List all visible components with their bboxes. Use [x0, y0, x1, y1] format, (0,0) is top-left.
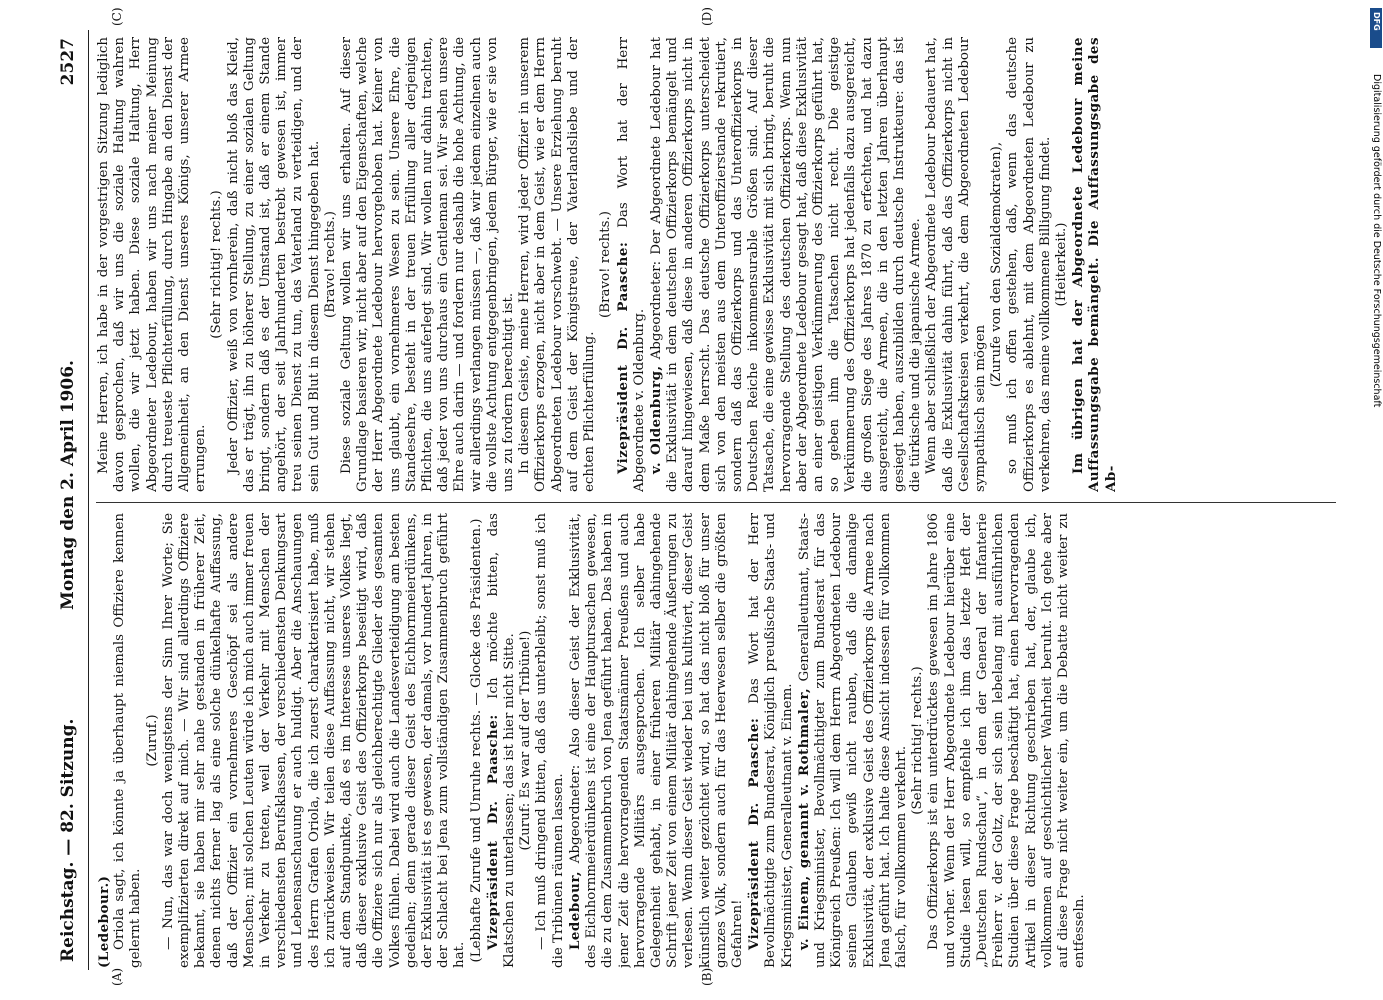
speech-text: Abgeordneter: Der Abgeordnete Ledebour hat die Exklusivität in dem deutschen Offizierkorps bemängelt und darauf hingewiesen, daß diese in anderen Offizierkorps nicht in dem Maße herrscht. Das deutsche Offizierkorps unterscheidet sich von den meisten aus dem Unteroffizierstande rekrutiert, sondern daß das Offizierkorps und das Unteroffizierkorps in Deutschen Reiche inkommensurable Größen sind. Auf dieser Tatsache, die eine gewisse Exklusivität mit sich bringt, beruht die hervorragende Stellung des deutschen Offizierkorps. Wenn nun aber der Abgeordnete Ledebour gesagt hat, daß diese Exklusivität an einer geistigen Verkümmerung des Offizierkorps geführt hat, so geben ihm die Tatsachen nicht recht. Die geistige Verkümmerung des Offizierkorps hat jedenfalls dazu ausgereicht, die großen Siege des Jahres 1870 zu erfechten, und hat dazu ausgereicht, die Armeen, die in den letzten Jahren überhaupt gesiegt haben, auszubilden durch deutsche Instrukteure: das ist die türkische und die japanische Armee.: [648, 37, 924, 492]
page-header: [50, 30, 89, 970]
margin-marker-c: (C): [110, 7, 124, 26]
paragraph: Jeder Offizier, weiß von vornherein, daß nicht bloß das Kleid, das er trägt, ihn zu höherer Stellung, zu einer sozialen Geltung bringt, sondern daß es der Umstand ist, daß er einem Stande angehört, der seit Jahrhunderten bestrebt gewesen ist, immer treu seinen Dienst zu tun, das Vaterland zu verteidigen, und der sein Gut und Blut in diesem Dienst hingegeben hat.: [225, 37, 322, 492]
left-column: [96, 513, 1336, 968]
interjection: (Bravo! rechts.): [598, 211, 614, 318]
speaker-label: v. Oldenburg,: [647, 365, 664, 474]
header-date: Montag den 2. April 1906.: [58, 360, 78, 610]
digitization-credit: [1368, 8, 1382, 992]
speaker-label: Ledebour,: [566, 870, 583, 950]
document-page: [50, 7, 1340, 986]
speech-text: Das Wort hat der Herr Bevollmächtigte zum Bundesrat, Königlich preußische Staats- und Kriegsminister, Generalleutnant v. Einem.: [747, 513, 795, 968]
paragraph: Oriola sagt, ich könnte ja überhaupt niemals Offiziere kennen gelernt haben.: [112, 513, 144, 968]
margin-marker-a: (A): [110, 967, 124, 986]
interjection: (Heiterkeit.): [1053, 222, 1069, 307]
speech-text: Abgeordneter: Also dieser Geist der Exklusivität, des Eichhornmeierdünkens ist eine der Hauptursachen gewesen, die zu dem Zusammenbruch von Jena geführt haben. Das haben in jener Zeit die hervorragenden Staatsmänner Preußens und auch hervorragende Militärs ausgesprochen. Ich selber habe Gelegenheit gehabt, in einer früheren Militär dahingehende Schrift jener Zeit von einem Militär dahingehende Äußerungen zu verlesen. Wenn dieser Geist wieder bei uns kultiviert, dieser Geist künstlich weiter gezüchtet wird, so hat das nicht bloß für unser ganzes Volk, sondern auch für das Heerwesen selber die größten Gefahren!: [567, 513, 745, 968]
speech-text: Generalleutnant, Staats- und Kriegsminister, Bevollmächtigter zum Bundesrat für das Königreich Preußen: Ich will dem Herrn Abgeordneten Ledebour seinen Glauben gewiß nicht rauben, daß die damalige Exklusivität, der exklusive Geist des Offizierkorps die Armee nach Jena geführt hat. Ich halte diese Ansicht indessen für vollkommen falsch, für vollkommen verkehrt.: [796, 513, 909, 968]
interjection: (Zuruf: Es war auf der Tribüne!): [518, 630, 534, 851]
page-number: 2527: [58, 38, 78, 86]
paragraph: In diesem Geiste, meine Herren, wird jeder Offizier in unserem Offizierkorps erzogen, nicht aber in dem Geist, wie er dem Herrn Abgeordneten Ledebour vorschwebt. — Unsere Erziehung beruht auf dem Geist der Königstreue, der Vaterlandsliebe und der echten Pflichterfüllung.: [517, 37, 598, 492]
paragraph: so muß ich offen gestehen, daß, wenn das deutsche Offizierkorps es ablehnt, mit dem Abgeordneten Ledebour zu verkehren, das meine vollkommene Billigung findet.: [1005, 37, 1053, 492]
interjection: (Zurufe von den Sozialdemokraten),: [989, 141, 1005, 388]
speaker-label: Vizepräsident Dr. Paasche:: [484, 714, 501, 950]
interjection: (Bravo! rechts.): [322, 211, 338, 318]
speaker-label: Vizepräsident Dr. Paasche:: [614, 241, 631, 474]
paragraph: Im übrigen hat der Abgeordnete Ledebour meine Auffassungsgabe bemängelt. Die Auffassungsgabe des Ab-: [1070, 37, 1119, 492]
margin-marker-d: (D): [700, 7, 714, 26]
paragraph: Meine Herren, ich habe in der vorgestrigen Sitzung lediglich davon gesprochen, daß wir uns die soziale Haltung wahren wollen, die wir jetzt haben. Diese soziale Haltung, Herr Abgeordneter Ledebour, haben wir uns nach meiner Meinung durch treueste Pflichterfüllung, durch Hingabe an den Dienst der Allgemeinheit, an den Dienst unseres Königs, unserer Armee errungen.: [96, 37, 209, 492]
interjection: (Sehr richtig! rechts.): [910, 666, 926, 815]
header-left-title: Reichstag. — 82. Sitzung.: [58, 718, 78, 962]
paragraph: Das Offizierkorps ist ein unterdrücktes gewesen im Jahre 1806 und vorher. Wenn der Herr Abgeordnete Ledebour hierüber eine Studie lesen will, so empfehle ich ihm das letzte Heft der „Deutschen Rundschau“, in dem der General der Infanterie Freiherr v. der Goltz, der sich sein lebelang mit ausführlichen Studien über diese Frage beschäftigt hat, einen hervorragenden Artikel in dieser Richtung geschrieben hat, der, glaube ich, vollkommen auf geschichtlicher Wahrheit beruht. Ich gehe aber auf diese Frage nicht weiter ein, um die Debatte nicht weiter zu entfesseln.: [926, 513, 1088, 968]
speaker-label: (Ledebour.): [96, 875, 112, 968]
paragraph: Wenn aber schließlich der Abgeordnete Ledebour bedauert hat, daß die Exklusivität dahin führt, daß das Offizierkorps nicht in Gesellschaftskreisen verkehrt, die dem Abgeordneten Ledebour sympathisch sein mögen: [924, 37, 988, 492]
column-divider: [96, 502, 1336, 503]
speaker-label: Vizepräsident Dr. Paasche:: [746, 717, 763, 950]
paragraph: — Nun, das war doch wenigstens der Sinn Ihrer Worte; Sie exemplifizierten direkt auf mich. — Wir sind allerdings Offiziere bekannt, sie haben mir sehr nahe gestanden in früherer Zeit, denen nichts ferner lag als eine solche dünkelhafte Auffassung, daß der Offizier ein vornehmeres Geschöpf sei als andere Menschen; mit solchen Leuten würde ich mich auch immer freuen in Verkehr zu treten, weil der Verkehr mit Menschen der verschiedensten Berufsklassen, der verschiedensten Denkungsart und Lebensanschauung er auch huldigt. Aber die Anschauungen des Herrn Grafen Oriola, die ich zuerst charakterisiert habe, muß ich zurückweisen. Wir teilen diese Auffassung nicht, wir stehen auf dem Standpunkte, daß es im Interesse unseres Volkes liegt, daß dieser exklusive Geist des Offizierkorps beseitigt wird, daß die Offiziere sich nur als gleichberechtigte Glieder des gesamten Volkes fühlen. Dabei wird auch die Landesverteidigung am besten gedeihen; denn gerade dieser Geist des Eichhornmeierdünkens, der Exklusivität ist es gewesen, der damals, vor hundert Jahren, in der Schlacht bei Jena zum vollständigen Zusammenbruch geführt hat.: [160, 513, 468, 968]
paragraph: Diese soziale Geltung wollen wir uns erhalten. Auf dieser Grundlage basieren wir, nicht aber auf den Eigenschaften, welche der Herr Abgeordnete Ledebour hervorgehoben hat. Keiner von uns glaubt, ein vornehmeres Wesen zu sein. Unsere Ehre, die Standesehre, besteht in der treuen Erfüllung aller derjenigen Pflichten, die uns auferlegt sind. Wir wollen nur dahin trachten, daß jeder von uns durchaus ein Gentleman sei. Wir sehen unsere Ehre auch darin — und fordern nur deshalb die hohe Achtung, die wir allerdings verlangen müssen —, daß wir jedem einzelnen auch die vollste Achtung entgegenbringen, jedem Bürger, wie er sie von uns zu fordern berechtigt ist.: [339, 37, 517, 492]
paragraph: — Ich muß dringend bitten, daß das unterbleibt; sonst muß ich die Tribünen räumen lassen.: [534, 513, 566, 968]
interjection: (Lebhafte Zurufe und Unruhe rechts. — Glocke des Präsidenten.): [468, 518, 484, 963]
right-column: [96, 37, 1336, 492]
interjection: (Sehr richtig! rechts.): [209, 190, 225, 339]
margin-marker-b: (B): [700, 967, 714, 986]
digitization-credit-text: Digitalisierung gefördert durch die Deutsche Forschungsgemeinschaft: [1371, 74, 1382, 408]
speaker-label: v. Einem, genannt v. Rothmaler,: [795, 687, 812, 950]
interjection: (Zuruf.): [144, 714, 160, 767]
dfg-logo: DFG: [1370, 8, 1382, 48]
speech-text: Ich möchte bitten, das Klatschen zu unterlassen; das ist hier nicht Sitte.: [485, 513, 518, 968]
speech-text: Das Wort hat der Herr Abgeordnete v. Oldenburg.: [615, 37, 647, 492]
